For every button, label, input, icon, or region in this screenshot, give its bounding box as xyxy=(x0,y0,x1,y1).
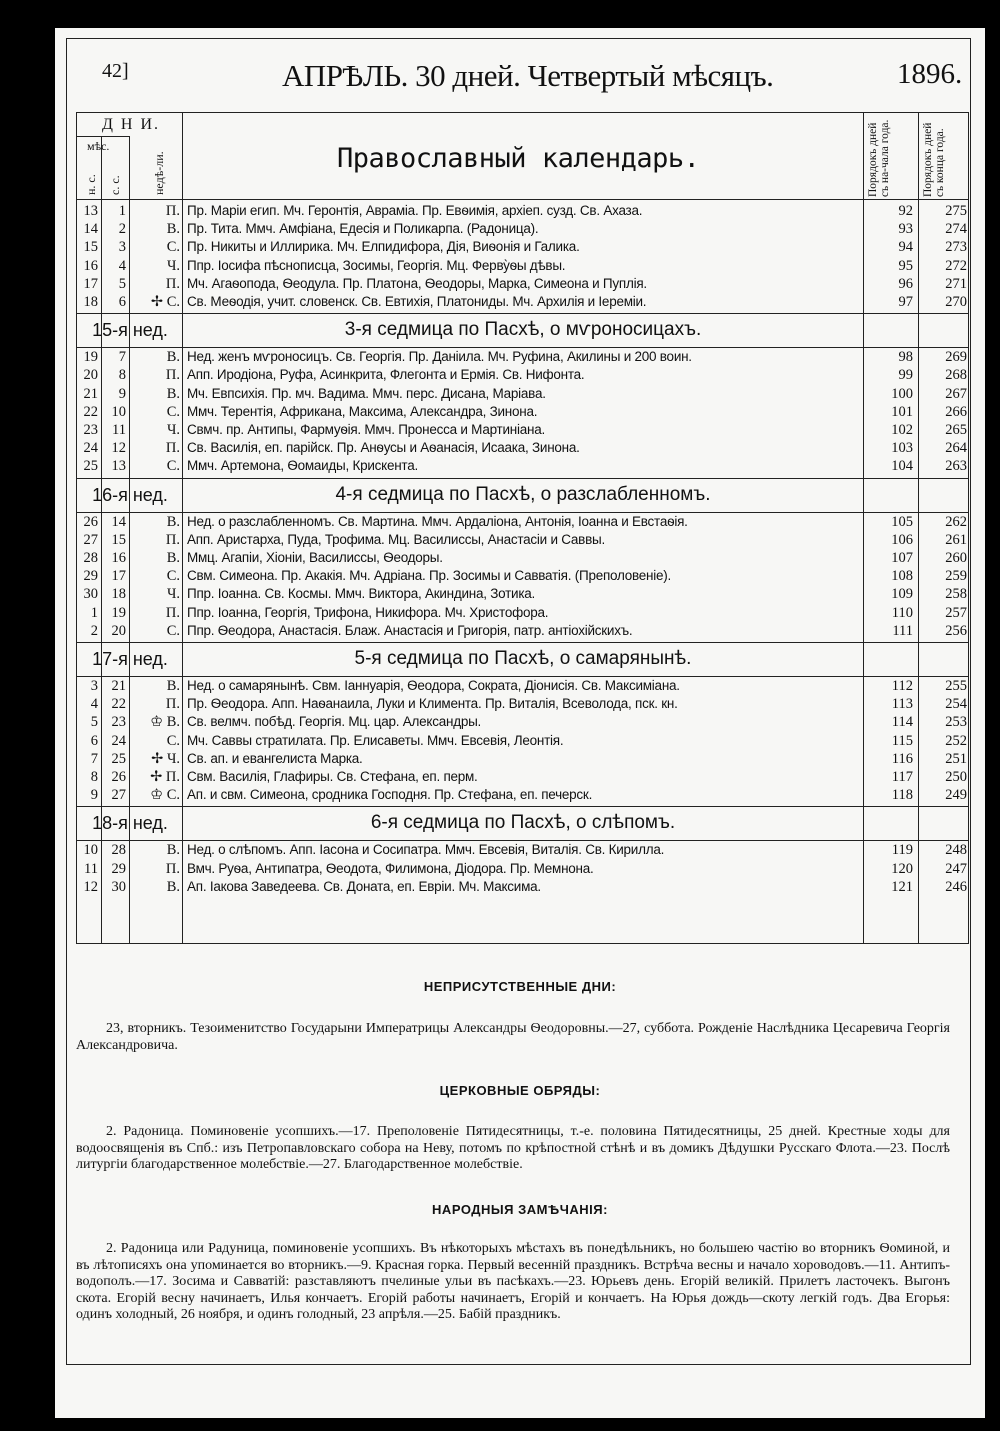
day-old-style: 25 xyxy=(111,750,126,767)
day-to-end: 248 xyxy=(945,842,967,859)
calendar-row xyxy=(77,385,970,403)
weekday: В. xyxy=(166,678,180,694)
saints-text: Ап. и свм. Симеона, сродника Господня. Пр. Стефана, еп. печерск. xyxy=(187,787,593,803)
day-to-end: 262 xyxy=(945,513,967,530)
day-from-start: 92 xyxy=(898,203,913,219)
calendar-table xyxy=(76,112,969,944)
weekday: С. xyxy=(166,732,180,749)
weekday: С. xyxy=(166,403,180,420)
calendar-row xyxy=(77,257,970,275)
saints-text: Ап. Іакова Заведеева. Св. Доната, еп. Евріи. Мч. Максима. xyxy=(187,878,541,894)
day-old-style: 21 xyxy=(111,678,126,694)
day-from-start: 112 xyxy=(891,678,913,694)
weekday: С. xyxy=(166,568,180,585)
calendar-row xyxy=(77,439,970,457)
day-from-start: 101 xyxy=(891,403,913,420)
day-old-style: 29 xyxy=(111,860,126,877)
calendar-row xyxy=(77,457,970,475)
weekday: В. xyxy=(166,385,180,402)
day-to-end-header: Порядокъ дней съ конца года. xyxy=(922,122,946,197)
weekday: С. xyxy=(166,622,180,639)
calendar-row xyxy=(77,768,970,786)
day-from-start: 93 xyxy=(898,221,913,238)
day-old-style: 9 xyxy=(118,385,126,402)
calendar-row xyxy=(77,220,970,238)
day-old-style: 7 xyxy=(118,349,126,366)
folk-notes-text: 2. Радоница или Радуница, поминовеніе усопшихъ. Въ нѣкоторыхъ мѣстахъ въ понедѣльникъ, но большею частію во вторникъ Ѳоминой, и въ лѣтописяхъ она упоминается во вторникъ.—9. Красная горка. Первый весенній праздникъ. Встрѣча весны и начало хороводовъ.—11. Антипъ-водополъ.—17. Зосима и Савватій: разставляютъ пчелиные ульи въ пасѣкахъ.—23. Юрьевъ день. Егорій великій. Прилетъ ласточекъ. Выгонъ скота. Егорій весну начинаетъ, Илья кончаетъ. Егорій работы начинаетъ, Егорій и кончаетъ. На Юрья дождь—скоту легкій годъ. Два Егорья: одинъ холодный, 26 ноября, и одинъ голодный, 23 апрѣля.—25. Бабій праздникъ. xyxy=(76,1241,950,1322)
day-to-end: 271 xyxy=(945,275,967,292)
day-to-end: 258 xyxy=(945,586,967,603)
day-from-start: 107 xyxy=(891,550,913,566)
calendar-row xyxy=(77,202,970,220)
saints-text: Св. ап. и евангелиста Марка. xyxy=(187,750,363,766)
weekday: ✢ Ч. xyxy=(151,750,180,767)
day-from-start: 98 xyxy=(898,349,913,366)
saints-text: Ммч. Терентія, Африкана, Максима, Александра, Зинона. xyxy=(187,403,538,419)
day-to-end: 254 xyxy=(945,696,967,713)
day-old-style: 23 xyxy=(111,714,126,731)
day-new-style: 10 xyxy=(83,842,98,859)
day-to-end: 247 xyxy=(945,860,967,877)
week-separator xyxy=(77,478,968,479)
weekday: Ч. xyxy=(166,422,180,438)
day-from-start: 95 xyxy=(898,257,913,274)
day-old-style: 16 xyxy=(111,550,126,566)
church-rites-title: ЦЕРКОВНЫЕ ОБРЯДЫ: xyxy=(439,1083,601,1098)
day-old-style: 12 xyxy=(111,440,126,457)
week-number: 18-я нед. xyxy=(92,813,168,834)
saints-text: Свм. Симеона. Пр. Акакія. Мч. Адріана. Пр. Зосимы и Савватія. (Преполовеніе). xyxy=(187,568,672,584)
day-from-start: 117 xyxy=(891,769,913,785)
day-new-style: 30 xyxy=(83,586,98,603)
day-to-end: 272 xyxy=(945,257,967,274)
header-divider xyxy=(77,136,129,137)
day-to-end: 257 xyxy=(945,604,967,621)
day-new-style: 23 xyxy=(83,422,98,438)
day-old-style: 3 xyxy=(118,239,126,256)
calendar-row xyxy=(77,366,970,384)
saints-text: Ппр. Іоанна, Георгія, Трифона, Никифора. Мч. Христофора. xyxy=(187,604,549,620)
weekday: П. xyxy=(165,531,180,548)
saints-text: Апп. Аристарха, Пуда, Трофима. Мц. Василиссы, Анастасіи и Саввы. xyxy=(187,531,605,547)
saints-text: Апп. Иродіона, Руфа, Асинкрита, Флегонта и Ермія. Св. Нифонта. xyxy=(187,367,585,383)
calendar-row xyxy=(77,513,970,531)
day-old-style: 4 xyxy=(118,257,126,274)
week-title: 4-я седмица по Пасхѣ, о разслабленномъ. xyxy=(335,483,711,505)
day-to-end: 250 xyxy=(945,769,967,785)
day-new-style: 7 xyxy=(90,750,98,767)
day-from-start: 113 xyxy=(891,696,913,713)
day-new-style: 12 xyxy=(83,878,98,895)
calendar-row xyxy=(77,713,970,731)
day-to-end: 274 xyxy=(945,221,967,238)
saints-text: Нед. о слѣпомъ. Апп. Іасона и Сосипатра. Ммч. Евсевія, Виталія. Св. Кирилла. xyxy=(187,842,665,858)
weekday: С. xyxy=(166,458,180,475)
day-new-style: 22 xyxy=(83,403,98,420)
day-new-style: 28 xyxy=(83,550,98,566)
calendar-row xyxy=(77,860,970,878)
day-new-style: 8 xyxy=(90,769,98,785)
weekday: П. xyxy=(165,203,180,219)
day-from-start: 110 xyxy=(891,604,913,621)
week-number: 16-я нед. xyxy=(92,484,168,505)
day-old-style: 6 xyxy=(118,294,126,310)
saints-text: Мч. Агаѳопода, Ѳеодула. Пр. Платона, Ѳеодоры, Марка, Симеона и Пуплія. xyxy=(187,275,647,291)
day-from-start: 102 xyxy=(891,422,913,438)
saints-text: Нед. о разслабленномъ. Св. Мартина. Ммч. Ардаліона, Антонія, Іоанна и Евстаѳія. xyxy=(187,513,688,529)
day-new-style: 18 xyxy=(83,294,98,310)
saints-text: Пр. Маріи егип. Мч. Геронтія, Авраміа. Пр. Евѳимія, архіеп. сузд. Св. Ахаза. xyxy=(187,203,643,218)
saints-text: Нед. женъ мѵроносицъ. Св. Георгія. Пр. Даніила. Мч. Руфина, Акилины и 200 воин. xyxy=(187,349,692,365)
day-to-end: 261 xyxy=(945,531,967,548)
weekday: ✢ П. xyxy=(150,769,180,785)
calendar-row xyxy=(77,403,970,421)
week-number: 17-я нед. xyxy=(92,649,168,669)
weekday: П. xyxy=(165,696,180,713)
day-from-start: 97 xyxy=(898,294,913,310)
weekday: В. xyxy=(166,349,180,366)
day-old-style: 17 xyxy=(111,568,126,585)
saints-text: Свм. Василія, Глафиры. Св. Стефана, еп. перм. xyxy=(187,769,478,784)
saints-text: Св. Василія, еп. парійск. Пр. Анѳусы и Аѳанасія, Исаака, Зинона. xyxy=(187,440,580,456)
day-to-end: 266 xyxy=(945,403,967,420)
day-new-style: 24 xyxy=(83,440,98,457)
day-to-end: 256 xyxy=(945,622,967,639)
day-from-start: 106 xyxy=(891,531,913,548)
day-new-style: 27 xyxy=(83,531,98,548)
calendar-row xyxy=(77,549,970,567)
weekday: П. xyxy=(165,440,180,457)
day-new-style: 19 xyxy=(83,349,98,366)
weekday: В. xyxy=(166,221,180,238)
folk-notes-title: НАРОДНЫЯ ЗАМѢЧАНІЯ: xyxy=(432,1202,608,1217)
calendar-row xyxy=(77,275,970,293)
day-new-style: 2 xyxy=(90,622,98,639)
month-header: мѣс. xyxy=(87,139,110,153)
day-old-style: 8 xyxy=(118,367,126,384)
week-separator xyxy=(77,313,968,314)
calendar-row xyxy=(77,695,970,713)
day-new-style: 26 xyxy=(83,513,98,530)
weekday: В. xyxy=(166,842,180,859)
day-from-start: 100 xyxy=(891,385,913,402)
day-old-style: 27 xyxy=(111,787,126,804)
day-to-end: 260 xyxy=(945,550,967,566)
day-from-start: 111 xyxy=(892,622,913,639)
weekday: Ч. xyxy=(166,586,180,603)
saints-text: Пр. Никиты и Иллирика. Мч. Елпидифора, Дія, Виѳонія и Галика. xyxy=(187,239,580,255)
calendar-row xyxy=(77,622,970,640)
calendar-row xyxy=(77,567,970,585)
saints-text: Мч. Евпсихія. Пр. мч. Вадима. Ммч. перс. Дисана, Маріава. xyxy=(187,385,546,401)
day-to-end: 246 xyxy=(945,878,967,895)
weekday: ♔ В. xyxy=(150,714,180,731)
day-old-style: 2 xyxy=(118,221,126,238)
day-to-end: 265 xyxy=(945,422,967,438)
day-new-style: 14 xyxy=(83,221,98,238)
day-to-end: 275 xyxy=(945,203,967,219)
day-old-style: 19 xyxy=(111,604,126,621)
day-from-start: 96 xyxy=(898,275,913,292)
day-new-style: 1 xyxy=(90,604,98,621)
day-old-style: 15 xyxy=(111,531,126,548)
day-to-end: 253 xyxy=(945,714,967,731)
week-title: 5-я седмица по Пасхѣ, о самарянынѣ. xyxy=(354,648,692,669)
day-to-end: 264 xyxy=(945,440,967,457)
day-new-style: 25 xyxy=(83,458,98,475)
day-to-end: 268 xyxy=(945,367,967,384)
day-from-start: 94 xyxy=(898,239,913,256)
day-new-style: 9 xyxy=(90,787,98,804)
saints-text: Пр. Тита. Ммч. Амфіана, Едесія и Поликарпа. (Радоница). xyxy=(187,221,539,237)
calendar-row xyxy=(77,421,970,439)
calendar-row xyxy=(77,732,970,750)
day-new-style: 29 xyxy=(83,568,98,585)
day-from-start: 119 xyxy=(891,842,913,859)
day-old-style: 11 xyxy=(112,422,126,438)
week-number: 15-я нед. xyxy=(92,320,168,341)
calendar-row xyxy=(77,348,970,366)
day-new-style: 20 xyxy=(83,367,98,384)
day-new-style: 15 xyxy=(83,239,98,256)
weekday-header: недѣ-ли. xyxy=(152,151,166,195)
day-to-end: 267 xyxy=(945,385,967,402)
saints-text: Ппр. Ѳеодора, Анастасія. Блаж. Анастасія и Григорія, патр. антіохійскихъ. xyxy=(187,622,633,638)
old-style-header: с. с. xyxy=(108,175,122,195)
day-new-style: 5 xyxy=(90,714,98,731)
weekday: П. xyxy=(165,367,180,384)
day-to-end: 252 xyxy=(945,732,967,749)
day-old-style: 5 xyxy=(118,275,126,292)
page-title: АПРѢЛЬ. 30 дней. Четвертый мѣсяцъ. xyxy=(282,58,774,93)
weekday: П. xyxy=(165,860,180,877)
saints-text: Мч. Саввы стратилата. Пр. Елисаветы. Ммч. Евсевія, Леонтія. xyxy=(187,732,564,748)
weekday: В. xyxy=(166,878,180,895)
day-from-start: 116 xyxy=(891,750,913,767)
calendar-row xyxy=(77,585,970,603)
day-from-start: 120 xyxy=(891,860,913,877)
day-new-style: 13 xyxy=(83,203,98,219)
weekday: П. xyxy=(165,604,180,621)
day-old-style: 30 xyxy=(111,878,126,895)
holidays-title: НЕПРИСУТСТВЕННЫЕ ДНИ: xyxy=(423,979,617,994)
weekday: П. xyxy=(165,275,180,292)
year: 1896. xyxy=(897,58,963,90)
calendar-row xyxy=(77,786,970,804)
day-old-style: 26 xyxy=(111,769,126,785)
day-old-style: 24 xyxy=(111,732,126,749)
day-from-start: 108 xyxy=(891,568,913,585)
saints-text: Вмч. Руѳа, Антипатра, Ѳеодота, Филимона, Діодора. Пр. Мемнона. xyxy=(187,860,594,876)
day-from-start: 109 xyxy=(891,586,913,603)
calendar-header: Православный календарь. xyxy=(337,143,700,174)
day-new-style: 21 xyxy=(83,385,98,402)
saints-text: Ммч. Артемона, Ѳомаиды, Крискента. xyxy=(187,458,418,474)
week-separator xyxy=(77,642,968,643)
calendar-row xyxy=(77,531,970,549)
weekday: В. xyxy=(166,550,180,566)
day-to-end: 251 xyxy=(945,750,967,767)
week-title: 3-я седмица по Пасхѣ, о мѵроносицахъ. xyxy=(344,319,702,341)
saints-text: Свмч. пр. Антипы, Фармуѳія. Ммч. Пронесса и Мартиніана. xyxy=(187,422,545,437)
holidays-text: 23, вторникъ. Тезоименитство Государыни Императрицы Александры Ѳеодоровны.—27, суббота. Рожденіе Наслѣдника Цесаревича Георгія Александровича. xyxy=(76,1021,950,1053)
day-from-start: 99 xyxy=(898,367,913,384)
day-new-style: 17 xyxy=(83,275,98,292)
calendar-row xyxy=(77,841,970,859)
saints-text: Ппр. Іоанна. Св. Космы. Ммч. Виктора, Акиндина, Зотика. xyxy=(187,586,536,602)
church-rites-text: 2. Радоница. Поминовеніе усопшихъ.—17. Преполовеніе Пятидесятницы, т.-е. половина Пятидесятницы, 25 дней. Крестные ходы для водоосвященія въ Спб.: изъ Петропавловскаго собора на Неву, потомъ по крѣпостной стѣнѣ и въ домикъ Дѣдушки Русскаго Флота.—23. Послѣ литургіи благодарственное молебствіе.—27. Благодарственное молебствіе. xyxy=(76,1124,950,1172)
day-new-style: 11 xyxy=(84,860,98,877)
header-bottom xyxy=(77,199,968,200)
week-separator xyxy=(77,806,968,807)
day-from-start: 118 xyxy=(891,787,913,804)
day-new-style: 6 xyxy=(90,732,98,749)
saints-text: Св. Меѳодія, учит. словенск. Св. Евтихія, Платониды. Мч. Архилія и Іереміи. xyxy=(187,294,647,309)
calendar-row xyxy=(77,677,970,695)
day-from-start: 104 xyxy=(891,458,913,475)
day-old-style: 1 xyxy=(118,203,126,219)
calendar-row xyxy=(77,604,970,622)
day-to-end: 249 xyxy=(945,787,967,804)
saints-text: Ппр. Іосифа пѣснописца, Зосимы, Георгія. Мц. Ферву̀ѳы дѣвы. xyxy=(187,257,566,273)
day-old-style: 18 xyxy=(111,586,126,603)
day-old-style: 10 xyxy=(111,403,126,420)
weekday: Ч. xyxy=(166,257,180,274)
day-from-start: 121 xyxy=(891,878,913,895)
calendar-row xyxy=(77,878,970,896)
saints-text: Нед. о самарянынѣ. Свм. Іаннуарія, Ѳеодора, Сократа, Діонисія. Св. Максиміана. xyxy=(187,678,680,693)
day-to-end: 269 xyxy=(945,349,967,366)
day-from-start: 115 xyxy=(891,732,913,749)
weekday: С. xyxy=(166,239,180,256)
day-from-start: 114 xyxy=(891,714,913,731)
calendar-row xyxy=(77,750,970,768)
day-old-style: 22 xyxy=(111,696,126,713)
day-to-end: 255 xyxy=(945,678,967,694)
saints-text: Св. велмч. побѣд. Георгія. Мц. цар. Александры. xyxy=(187,714,482,730)
calendar-row xyxy=(77,238,970,256)
day-new-style: 16 xyxy=(83,257,98,274)
calendar-row xyxy=(77,293,970,311)
day-new-style: 3 xyxy=(90,678,98,694)
saints-text: Ммц. Агапіи, Хіоніи, Василиссы, Ѳеодоры. xyxy=(187,550,443,565)
day-to-end: 270 xyxy=(945,294,967,310)
day-to-end: 263 xyxy=(945,458,967,475)
day-old-style: 14 xyxy=(111,513,126,530)
day-from-start: 103 xyxy=(891,440,913,457)
page-number: 42] xyxy=(102,60,129,82)
day-to-end: 273 xyxy=(945,239,967,256)
saints-text: Пр. Ѳеодора. Апп. Наѳанаила, Луки и Климента. Пр. Виталія, Всеволода, пск. кн. xyxy=(187,696,678,712)
day-old-style: 13 xyxy=(111,458,126,475)
day-new-style: 4 xyxy=(90,696,98,713)
day-old-style: 20 xyxy=(111,622,126,639)
weekday: ♔ С. xyxy=(150,787,180,804)
day-from-start-header: Порядокъ дней съ на-чала года. xyxy=(867,119,891,197)
new-style-header: н. с. xyxy=(84,174,98,195)
days-header: Д Н И. xyxy=(102,116,161,133)
day-old-style: 28 xyxy=(111,842,126,859)
week-title: 6-я седмица по Пасхѣ, о слѣпомъ. xyxy=(370,812,676,834)
weekday: В. xyxy=(166,513,180,530)
day-from-start: 105 xyxy=(891,513,913,530)
weekday: ✢ С. xyxy=(150,294,180,310)
day-to-end: 259 xyxy=(945,568,967,585)
